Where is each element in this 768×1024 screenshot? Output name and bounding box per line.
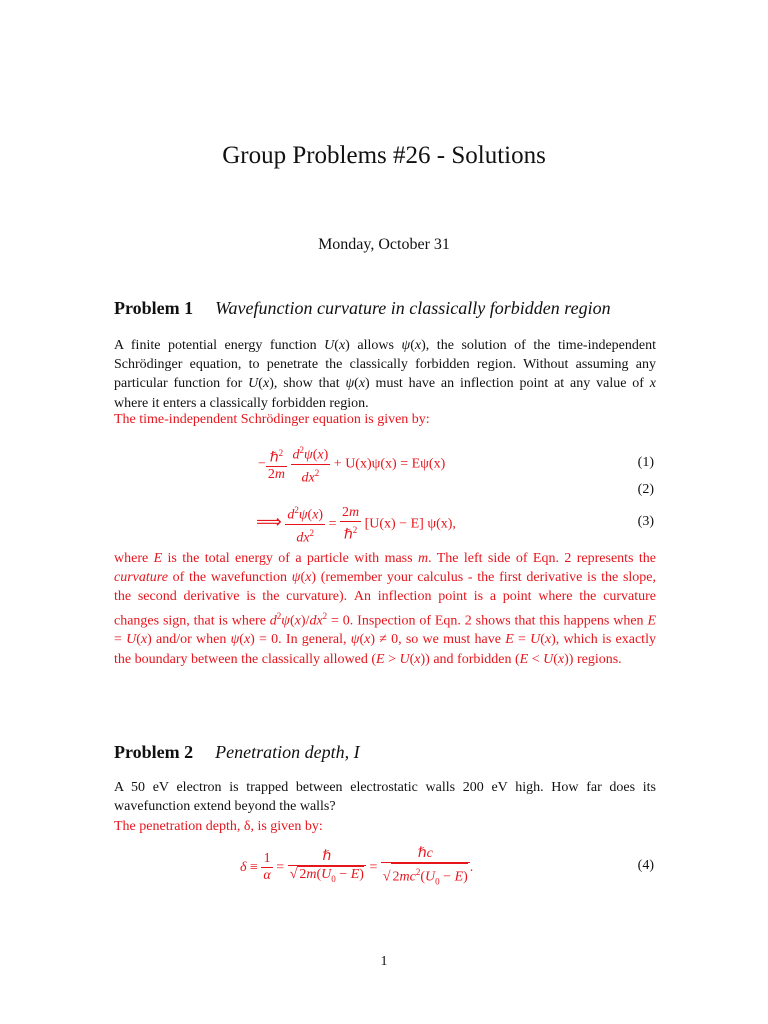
- problem-2-number: Problem 2: [114, 742, 194, 762]
- equation-4: δ ≡ $\frac{1}{\alpha}$ = $\frac{\text{ℏ}}{√ 2m(U_0 - E)}$ = $\frac{\text{ℏc}}{√ 2mc^2(U_0 - E)}$ .: [240, 846, 473, 889]
- problem-2-topic: Penetration depth, I: [215, 742, 360, 762]
- problem-1-number: Problem 1: [114, 298, 194, 318]
- document-title: Group Problems #26 - Solutions: [222, 142, 546, 169]
- problem-1-topic: Wavefunction curvature in classically forbidden region: [215, 298, 611, 318]
- problem-1-solution-intro: The time-independent Schrödinger equation is given by:: [114, 412, 430, 427]
- equation-3-rhs: [U(x) − E] ψ(x),: [364, 516, 456, 532]
- equation-number-1: (1): [637, 455, 654, 470]
- problem-1-solution-body: where E is the total energy of a particle with mass m. The left side of Eqn. 2 represents the curvature of the wavefunction ψ(x) (remember your calculus - the first derivative is the slope, the second derivative is the curvature). An inflection point is a point where the curvature changes sign, that is where $d^2\psi(x)/dx^2 = 0$. Inspection of Eqn. 2 shows that this happens when E = U(x) and/or when ψ(x) = 0. In general, ψ(x) ≠ 0, so we must have E = U(x), which is exactly the boundary between the classically allowed (E > U(x)) and forbidden (E < U(x)) regions.: [114, 551, 657, 667]
- equation-3: ⟹ $\frac{d^2\psi(x)}{dx^2}$ = $\frac{2m}{\hbar^2}$ [U(x) − E] ψ(x),: [256, 502, 456, 546]
- equation-1-rhs: + U(x)ψ(x) = Eψ(x): [333, 456, 446, 472]
- equation-number-2: (2): [637, 482, 654, 497]
- equation-number-3: (3): [637, 514, 654, 529]
- equation-1: − $\frac{\hbar^2}{2m}$ $\frac{d^2\psi(x)}{dx^2}$ + U(x)ψ(x) = Eψ(x): [258, 442, 445, 486]
- problem-2-heading: [114, 742, 360, 763]
- problem-1-heading: [114, 298, 611, 319]
- document-date: Monday, October 31: [318, 236, 450, 253]
- problem-2-statement: A 50 eV electron is trapped between electrostatic walls 200 eV high. How far does its wavefunction extend beyond the walls?: [114, 780, 656, 815]
- equation-number-4: (4): [637, 858, 654, 873]
- page-number: 1: [380, 954, 388, 969]
- problem-2-solution-intro: The penetration depth, δ, is given by:: [114, 819, 323, 834]
- problem-1-statement: A finite potential energy function U(x) allows ψ(x), the solution of the time-independent Schrödinger equation, to penetrate the classically forbidden region. Without assuming any particular function for U(x), show that ψ(x) must have an inflection point at any value of x where it enters a classically forbidden region.: [114, 338, 656, 411]
